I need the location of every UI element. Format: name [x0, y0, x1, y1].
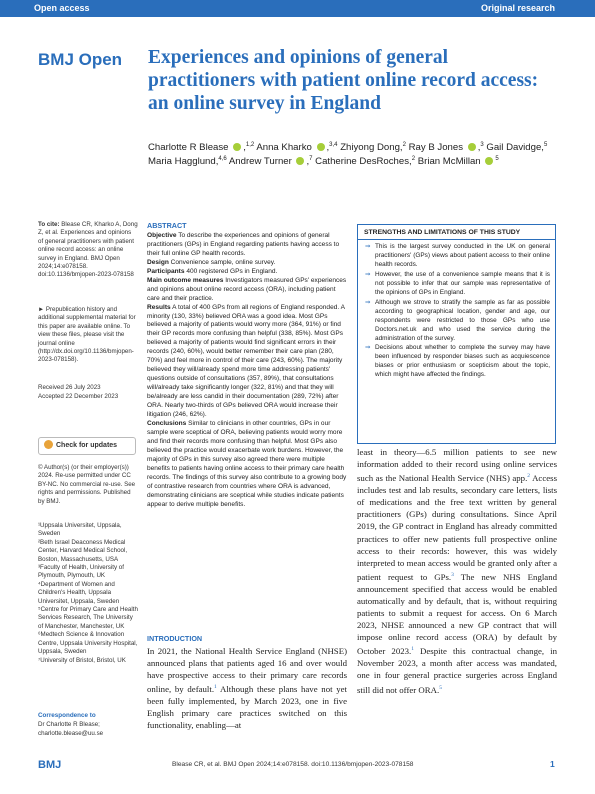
strengths-limitations-box [357, 224, 556, 444]
author-name: Maria Hagglund, [148, 156, 219, 167]
abstract: ABSTRACT Objective To describe the experiences and opinions of general practitioners (GPs) in England regarding patients having access to their full online GP health records. Design Convenience sample, online survey. Participants 400 registered GPs in England. Main outcome measures Investigators measured GPs' experiences and opinions about online record access (ORA), including patient care and their practice. Results A total of 400 GPs from all regions of England responded. A minority (130, 33%) believed ORA was a good idea. Most GPs believed a majority of patients would worry more (364, 91%) or find their GP records more confusing than helpful (338, 85%). Most GPs believed a majority of patients would find significant errors in their records (240, 60%), would better remember their care plan (280, 70%) and feel more in control of their care (243, 60%). The majority believed they will/already spend more time addressing patients' questions outside of consultations (357, 89%), that consultations will/already take significantly longer (322, 81%) and that they will be/already are less candid in their documentation (289, 72%) after ORA. Nearly two-thirds of GPs believed ORA would increase their litigation (246, 62%). Conclusions Similar to clinicians in other countries, GPs in our sample were sceptical of ORA, believing patients would worry more and find their records more confusing than helpful. Most GPs also believed the practice would exacerbate work burdens. However, the majority of GPs in this survey also agreed there were multiple benefits to patients having online access to their primary care health records. The findings of this survey also contribute to a growing body of contrastive research from countries where ORA is advanced, demonstrating clinicians are sceptical while studies indicate patients appear to derive multiple benefits. [147, 221, 347, 508]
introduction-text: In 2021, the National Health Service England (NHSE) announced plans that patients aged 16 and over would have prospective access to their primary care records online, by default.$^1$ Although these plans have not yet been fully implemented, by March 2023, one in five English primary care practices switched on this functionality, enabling—at [147, 646, 347, 731]
reference-link[interactable]: 1 [214, 684, 217, 691]
journal-logo: BMJ Open [38, 50, 123, 69]
arrow-icon: ⇒ [365, 298, 371, 306]
strength-item: ⇒ This is the largest survey conducted in the UK on general practitioners' (GPs) views about patient access to their online health records. [365, 243, 550, 268]
arrow-icon: ⇒ [365, 270, 371, 278]
body-column-right: least in theory—6.5 million patients to see new information added to their record using online services such as the National Health Service (NHS) app.$^2$ Access includes test and lab results, secondary care letters, lists of medications and the free text written by general practitioners (GPs) during consultations. Since April 2019, the GP contract in England has already committed practices to offer new patients full prospective online access to their records: however, this was widely interpreted to mean access would be granted only after a patient request to GPs.$^3$ The new NHS England announcement specified that access would be enabled automatically and by default, that is, without requiring patients to submit a request for access. On 6 March 2023, NHSE announced a new GP contract that will impose online record access (ORA) by default by October 2023.$^1$ Despite this contractual change, in November 2023, a month after access was mandated, one in four general practice surgeries across England still did not offer ORA.$^5$ [357, 447, 557, 695]
author-name: Anna Kharko [256, 142, 312, 153]
reference-link[interactable]: 3 [451, 571, 454, 578]
author-name: Brian McMillan [417, 156, 481, 167]
article-title: Experiences and opinions of general practitioners with patient online record access: an online survey in England [148, 47, 539, 114]
top-banner [0, 0, 595, 17]
page-number: 1 [550, 759, 555, 769]
author-list: Charlotte R Blease ,$^{1,2}$ Anna Kharko ,$^{3,4}$ Zhiyong Dong,$^2$ Ray B Jones ,$^3$ Gail Davidge,$^5$ Maria Hagglund,$^{4,6}$ Andrew Turner ,$^7$ Catherine DesRoches,$^2$ Brian McMillan $^5$ [148, 141, 548, 167]
strength-item: ⇒ However, the use of a convenience sample means that it is not possible to infer that our sample was representative of the opinions of GPs in England. [365, 270, 550, 296]
affiliation-item: ⁷University of Bristol, Bristol, UK [38, 656, 126, 664]
affiliation-item: ³Faculty of Health, University of Plymouth, Plymouth, UK [38, 564, 124, 580]
affiliation-item: ⁵Centre for Primary Care and Health Services Research, The University of Manchester, Manchester, UK [38, 606, 138, 630]
orcid-icon[interactable] [233, 143, 241, 151]
citation-note: To cite: Blease CR, Kharko A, Dong Z, et al. Experiences and opinions of general practitioners with patient online record access: an online survey in England. BMJ Open 2024;14:e078158. doi:10.1136/bmjopen-2023-078158 [38, 221, 138, 279]
author-name: Andrew Turner [228, 156, 292, 167]
check-updates-icon [44, 440, 53, 449]
arrow-icon: ⇒ [365, 344, 371, 352]
introduction-heading: INTRODUCTION [147, 634, 203, 643]
abstract-heading: ABSTRACT [147, 221, 187, 230]
article-type-label: Original research [480, 3, 555, 13]
orcid-icon[interactable] [296, 157, 304, 165]
correspondence-email[interactable]: charlotte.blease@uu.se [38, 730, 104, 737]
affiliation-item: ¹Uppsala Universitet, Uppsala, Sweden [38, 522, 122, 538]
prepub-note[interactable]: ► Prepublication history and additional supplemental material for this paper are available online. To view these files, please visit the journal online (http://dx.doi.org/10.1136/bmjopen-2023-078158). [38, 306, 136, 364]
orcid-icon[interactable] [317, 143, 325, 151]
author-name: Charlotte R Blease [148, 142, 229, 153]
check-for-updates-button[interactable]: Check for updates [38, 437, 136, 455]
affiliation-item: ⁶Medtech Science & Innovation Centre, Uppsala University Hospital, Uppsala, Sweden [38, 631, 138, 656]
strength-item: ⇒ Decisions about whether to complete the survey may have been influenced by responder biases such as acquiescence biases or prior enthusiasm or scepticism about the topic, which might have affected the findings. [365, 344, 550, 379]
reference-link[interactable]: 1 [411, 646, 414, 653]
affiliations [38, 522, 138, 665]
strength-item: ⇒ Although we strove to stratify the sample as far as possible according to geographical location, gender and age, our respondents were restricted to those GPs who use Doctors.net.uk and who used the service during the administration of the survey. [365, 298, 550, 342]
author-name: Gail Davidge, [486, 142, 544, 153]
affiliation-item: ²Beth Israel Deaconess Medical Center, Harvard Medical School, Boston, Massachusetts, USA [38, 538, 128, 563]
affiliation-item: ⁴Department of Women and Children's Health, Uppsala Universitet, Uppsala, Sweden [38, 580, 120, 605]
strengths-heading: STRENGTHS AND LIMITATIONS OF THIS STUDY [358, 225, 555, 240]
author-name: Catherine DesRoches, [315, 156, 412, 167]
reference-link[interactable]: 5 [439, 684, 442, 691]
accepted-date: Accepted 22 December 2023 [38, 393, 119, 400]
arrow-icon: ⇒ [365, 243, 371, 250]
author-name: Zhiyong Dong, [340, 142, 403, 153]
reference-link[interactable]: 2 [527, 473, 531, 480]
correspondence-name: Dr Charlotte R Blease; [38, 721, 100, 728]
copyright-note: © Author(s) (or their employer(s)) 2024. Re-use permitted under CC BY-NC. No commercial re-use. See rights and permissions. Published by BMJ. [38, 464, 136, 505]
correspondence-heading: Correspondence to [38, 712, 96, 719]
bmj-footer-logo: BMJ [38, 759, 62, 771]
received-date: Received 26 July 2023 [38, 384, 101, 391]
orcid-icon[interactable] [485, 157, 493, 165]
author-name: Ray B Jones [408, 142, 464, 153]
orcid-icon[interactable] [468, 143, 476, 151]
footer-citation: Blease CR, et al. BMJ Open 2024;14:e078158. doi:10.1136/bmjopen-2023-078158 [172, 761, 414, 768]
open-access-label: Open access [34, 3, 90, 13]
